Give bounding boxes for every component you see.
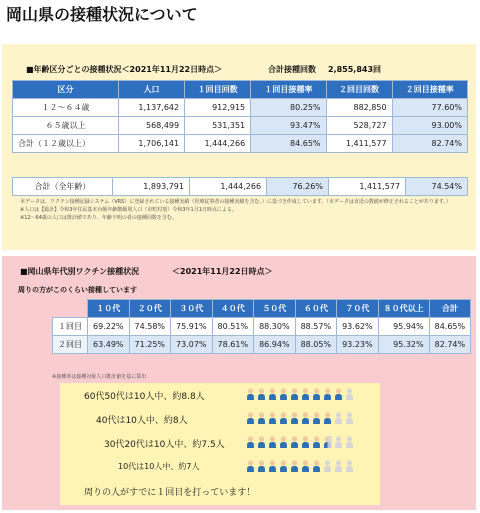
person-icon <box>246 460 255 472</box>
dose2-count-cell: 528,727 <box>326 117 392 135</box>
person-icon <box>345 388 354 400</box>
col-header: ５０代 <box>254 300 296 318</box>
age-group-subtitle: 周りの方がこのくらい接種しています <box>18 286 137 294</box>
illustration-row <box>104 437 225 450</box>
col-header: ７０代 <box>337 300 379 318</box>
person-icon <box>301 388 310 400</box>
rate-cell: 93.23% <box>337 336 379 354</box>
age-group-title: ■岡山県年代別ワクチン接種状況 <box>20 267 140 276</box>
dose2-count-cell: 1,411,577 <box>326 135 392 153</box>
rate-cell: 88.05% <box>295 336 337 354</box>
col-header: １０代 <box>88 300 130 318</box>
page-title: 岡山県の接種状況について <box>6 5 198 24</box>
dose1-count-cell: 1,444,266 <box>189 178 266 196</box>
col-header: 区分 <box>13 81 119 99</box>
table-row <box>13 135 468 153</box>
table-row <box>53 336 471 354</box>
people-icons <box>246 412 354 424</box>
data-notes <box>20 198 465 222</box>
col-header: ２回目接種率 <box>392 81 467 99</box>
dose2-count-cell: 1,411,577 <box>328 178 405 196</box>
dose2-rate-cell: 82.74% <box>392 135 467 153</box>
person-icon <box>334 388 343 400</box>
person-icon <box>268 436 277 448</box>
person-icon <box>246 388 255 400</box>
population-cell: 568,499 <box>119 117 185 135</box>
row-label: １回目 <box>53 318 88 336</box>
dose1-rate-cell: 76.26% <box>267 178 329 196</box>
person-icon <box>246 412 255 424</box>
table-row <box>13 178 468 196</box>
rate-cell: 84.65% <box>429 318 471 336</box>
illustration-text: 10代は10人中、約7人 <box>118 462 200 471</box>
note: ※人口は【総計】令和3年住民基本台帳年齢階級別人口（市町村別）令和3年1月1日時点による。 <box>20 207 237 213</box>
rate-cell: 95.32% <box>378 336 429 354</box>
person-icon <box>334 460 343 472</box>
rate-cell: 80.51% <box>212 318 254 336</box>
table-row <box>13 117 468 135</box>
person-icon <box>323 460 332 472</box>
illustration-row <box>84 389 205 402</box>
person-icon <box>279 412 288 424</box>
person-icon <box>279 388 288 400</box>
rate-cell: 82.74% <box>429 336 471 354</box>
col-header: ２０代 <box>129 300 171 318</box>
person-icon <box>268 412 277 424</box>
corner-cell <box>53 300 88 318</box>
all-ages-table <box>12 177 468 196</box>
rate-cell: 69.22% <box>88 318 130 336</box>
rate-cell: 88.57% <box>295 318 337 336</box>
person-icon <box>345 412 354 424</box>
illustration-text: 60代50代は10人中、約8.8人 <box>84 392 205 402</box>
note: 本データは、ワクチン接種記録システム（VRS）に登録されている接種実績（医療従事者の接種実績を含む。）に基づき作成しています。（本データは直近の数値が修正されることがあります。） <box>20 199 452 205</box>
dose1-rate-cell: 84.65% <box>251 135 326 153</box>
age-group-table <box>52 299 471 354</box>
person-icon <box>301 436 310 448</box>
person-icon <box>345 436 354 448</box>
person-icon <box>268 388 277 400</box>
dose1-count-cell: 531,351 <box>185 117 251 135</box>
col-header: ６０代 <box>295 300 337 318</box>
illustration-row <box>96 413 188 426</box>
person-icon <box>312 388 321 400</box>
rate-cell: 95.94% <box>378 318 429 336</box>
population-cell: 1,706,141 <box>119 135 185 153</box>
col-header: 人口 <box>119 81 185 99</box>
row-label: 合計（１２歳以上） <box>13 135 119 153</box>
dose1-count-cell: 912,915 <box>185 99 251 117</box>
age-group-date: ＜2021年11月22日時点＞ <box>172 267 273 276</box>
illustration-conclusion: 周りの人がすでに１回目を打っています！ <box>84 488 256 498</box>
rate-cell: 73.07% <box>171 336 213 354</box>
person-icon <box>334 412 343 424</box>
rate-cell: 63.49% <box>88 336 130 354</box>
illustration-text: 30代20代は10人中、約7.5人 <box>104 440 225 450</box>
total-doses-label: 合計接種回数 <box>268 65 316 74</box>
total-doses-value: 2,855,843回 <box>328 65 382 74</box>
people-icons <box>246 436 354 448</box>
person-icon <box>301 412 310 424</box>
col-header: ４０代 <box>212 300 254 318</box>
population-cell: 1,137,642 <box>119 99 185 117</box>
person-icon <box>279 436 288 448</box>
rate-cell: 74.58% <box>129 318 171 336</box>
rate-cell: 78.61% <box>212 336 254 354</box>
dose2-rate-cell: 93.00% <box>392 117 467 135</box>
col-header: １回目回数 <box>185 81 251 99</box>
row-label: ２回目 <box>53 336 88 354</box>
person-icon <box>301 460 310 472</box>
people-icons <box>246 460 354 472</box>
person-icon <box>290 412 299 424</box>
age-group-footnote: ※接種率は接種対象人口推計値を基に算出 <box>52 374 147 380</box>
table-row <box>13 99 468 117</box>
person-icon <box>257 388 266 400</box>
dose1-rate-cell: 93.47% <box>251 117 326 135</box>
rate-cell: 93.62% <box>337 318 379 336</box>
person-icon <box>323 412 332 424</box>
person-icon <box>334 436 343 448</box>
person-icon <box>257 412 266 424</box>
person-icon <box>312 436 321 448</box>
age-table-title: ■年齢区分ごとの接種状況＜2021年11月22日時点＞ <box>26 65 223 74</box>
person-icon <box>279 460 288 472</box>
col-header: １回目接種率 <box>251 81 326 99</box>
population-cell: 1,893,791 <box>112 178 189 196</box>
note: ※12～64歳の人口は推計値であり、年齢不明の者の接種回数を含む。 <box>20 215 177 221</box>
dose2-rate-cell: 74.54% <box>406 178 468 196</box>
rate-cell: 75.91% <box>171 318 213 336</box>
person-icon <box>345 460 354 472</box>
rate-cell: 86.94% <box>254 336 296 354</box>
age-table <box>12 80 468 153</box>
col-header: ２回目回数 <box>326 81 392 99</box>
col-header: ８０代以上 <box>378 300 429 318</box>
col-header: ３０代 <box>171 300 213 318</box>
row-label: ６５歳以上 <box>13 117 119 135</box>
person-icon <box>257 436 266 448</box>
illustration-text: 40代は10人中、約8人 <box>96 416 188 426</box>
col-header: 合計 <box>429 300 471 318</box>
person-icon <box>323 436 332 448</box>
dose1-rate-cell: 80.25% <box>251 99 326 117</box>
dose2-rate-cell: 77.60% <box>392 99 467 117</box>
person-icon <box>246 436 255 448</box>
row-label: １２～６４歳 <box>13 99 119 117</box>
people-icons <box>246 388 354 400</box>
rate-cell: 88.30% <box>254 318 296 336</box>
person-icon <box>323 388 332 400</box>
person-icon <box>290 388 299 400</box>
person-icon <box>312 412 321 424</box>
person-icon <box>290 460 299 472</box>
table-row <box>53 318 471 336</box>
row-label: 合計（全年齢） <box>13 178 113 196</box>
person-icon <box>312 460 321 472</box>
illustration-row <box>118 461 199 472</box>
rate-cell: 71.25% <box>129 336 171 354</box>
dose2-count-cell: 882,850 <box>326 99 392 117</box>
person-icon <box>257 460 266 472</box>
dose1-count-cell: 1,444,266 <box>185 135 251 153</box>
person-icon <box>268 460 277 472</box>
person-icon <box>290 436 299 448</box>
